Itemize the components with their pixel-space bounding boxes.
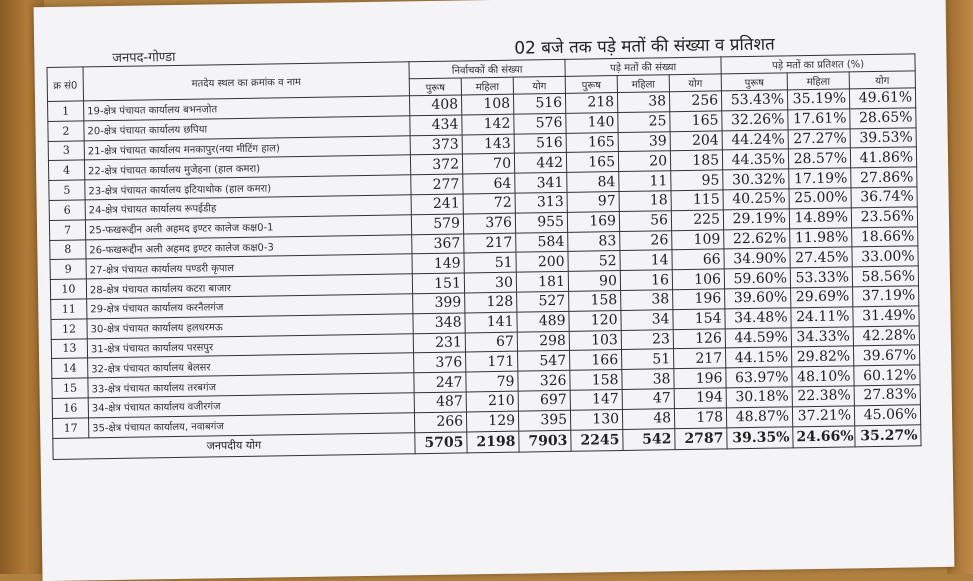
total-electors-female: 2198	[467, 431, 519, 453]
row-electors-female: 143	[462, 134, 514, 155]
col-votes-total: योग	[669, 74, 721, 92]
row-pct-female: 29.69%	[791, 287, 853, 308]
row-pct-male: 32.26%	[722, 110, 788, 131]
row-pct-total: 58.56%	[852, 266, 918, 287]
row-pct-total: 18.66%	[852, 226, 918, 247]
row-pct-male: 29.19%	[723, 209, 789, 230]
row-pct-total: 36.74%	[851, 187, 917, 208]
row-electors-male: 231	[413, 333, 465, 354]
row-serial: 12	[51, 319, 87, 339]
row-pct-female: 24.11%	[791, 307, 853, 328]
row-pct-total: 60.12%	[854, 365, 920, 386]
row-votes-female: 56	[619, 210, 671, 231]
row-votes-female: 47	[622, 389, 674, 410]
row-electors-male: 408	[409, 95, 461, 116]
row-electors-female: 64	[463, 173, 515, 194]
row-name: 21-क्षेत्र पंचायत कार्यालय मनकापुर(नया मीटिंग हाल)	[84, 135, 410, 160]
row-votes-male: 140	[566, 112, 618, 133]
row-name: 32-क्षेत्र पंचायत कार्यालय बेलसर	[88, 353, 414, 378]
row-electors-female: 72	[463, 193, 515, 214]
row-electors-female: 51	[464, 253, 516, 274]
row-electors-total: 181	[516, 272, 568, 293]
row-votes-total: 178	[674, 408, 726, 429]
row-votes-female: 34	[621, 309, 673, 330]
row-pct-male: 30.32%	[723, 169, 789, 190]
row-votes-total: 217	[674, 348, 726, 369]
row-electors-total: 955	[515, 212, 567, 233]
col-name: मतदेय स्थल का क्रमांक व नाम	[83, 62, 409, 101]
row-pct-male: 22.62%	[724, 228, 790, 249]
row-pct-total: 37.19%	[853, 286, 919, 307]
row-electors-total: 326	[518, 370, 570, 391]
row-pct-male: 30.18%	[726, 387, 792, 408]
row-name: 23-क्षेत्र पंचायत कार्यालय इटियाथोक (हाल कमरा)	[85, 175, 411, 200]
row-name: 28-क्षेत्र पंचायत कार्यालय कटरा बाजार	[86, 274, 412, 299]
row-votes-female: 16	[620, 270, 672, 291]
row-pct-female: 28.57%	[788, 148, 850, 169]
row-electors-female: 129	[466, 411, 518, 432]
total-votes-total: 2787	[675, 427, 727, 449]
row-votes-female: 51	[622, 349, 674, 370]
col-pct-total: योग	[849, 71, 915, 89]
district-label: जनपद-गोण्डा	[112, 49, 176, 66]
row-votes-female: 38	[621, 290, 673, 311]
row-votes-total: 256	[669, 91, 721, 112]
row-votes-total: 95	[671, 170, 723, 191]
row-votes-total: 225	[671, 210, 723, 231]
row-votes-male: 130	[570, 409, 622, 430]
row-pct-female: 14.89%	[789, 208, 851, 229]
row-votes-total: 194	[674, 388, 726, 409]
row-name: 34-क्षेत्र पंचायत कार्यालय वजीरगंज	[88, 393, 414, 418]
row-serial: 13	[51, 338, 87, 358]
total-pct-female: 24.66%	[793, 425, 855, 447]
row-votes-male: 147	[570, 389, 622, 410]
row-serial: 2	[48, 121, 84, 141]
row-pct-male: 34.48%	[725, 308, 791, 329]
row-serial: 5	[49, 180, 85, 200]
row-electors-male: 348	[413, 313, 465, 334]
row-electors-female: 70	[462, 154, 514, 175]
row-pct-total: 28.65%	[850, 108, 916, 129]
col-group-votes: पड़े मतों की संख्या	[565, 57, 721, 76]
row-electors-total: 298	[517, 331, 569, 352]
row-electors-male: 399	[413, 293, 465, 314]
row-votes-female: 25	[618, 112, 670, 133]
row-electors-female: 376	[463, 213, 515, 234]
row-serial: 7	[49, 220, 85, 240]
row-pct-female: 22.38%	[792, 386, 854, 407]
row-serial: 16	[52, 398, 88, 418]
row-votes-male: 158	[569, 290, 621, 311]
row-serial: 14	[52, 358, 88, 378]
row-electors-female: 79	[466, 371, 518, 392]
row-pct-male: 40.25%	[723, 189, 789, 210]
row-votes-male: 218	[565, 93, 617, 114]
row-name: 26-फखरूद्दीन अली अहमद इण्टर कालेज कक्ष0-3	[86, 234, 412, 259]
row-electors-female: 67	[465, 332, 517, 353]
row-votes-male: 158	[570, 370, 622, 391]
row-votes-total: 115	[671, 190, 723, 211]
row-pct-female: 29.82%	[792, 346, 854, 367]
row-name: 35-क्षेत्र पंचायत कार्यालय, नवाबगंज	[89, 413, 415, 438]
row-pct-female: 17.19%	[789, 168, 851, 189]
col-pct-female: महिला	[787, 72, 849, 90]
total-votes-male: 2245	[571, 429, 623, 451]
paper-sheet	[34, 0, 955, 581]
row-pct-total: 39.67%	[854, 345, 920, 366]
row-pct-female: 35.19%	[787, 89, 849, 110]
row-pct-total: 41.86%	[850, 147, 916, 168]
row-name: 29-क्षेत्र पंचायत कार्यालय करनैलगंज	[87, 294, 413, 319]
row-pct-male: 34.90%	[724, 248, 790, 269]
row-pct-total: 39.53%	[850, 127, 916, 148]
row-votes-total: 126	[673, 328, 725, 349]
row-pct-female: 25.00%	[789, 188, 851, 209]
row-pct-male: 44.24%	[722, 129, 788, 150]
row-electors-male: 372	[410, 154, 462, 175]
row-serial: 3	[48, 141, 84, 161]
row-pct-total: 45.06%	[854, 405, 920, 426]
total-electors-total: 7903	[519, 430, 571, 452]
row-electors-total: 584	[516, 232, 568, 253]
col-pct-male: पुरूष	[721, 73, 787, 91]
row-electors-male: 151	[412, 273, 464, 294]
row-votes-male: 83	[568, 231, 620, 252]
row-pct-female: 11.98%	[790, 227, 852, 248]
row-electors-total: 516	[513, 93, 565, 114]
row-votes-female: 38	[622, 369, 674, 390]
row-electors-male: 277	[411, 174, 463, 195]
row-serial: 6	[49, 200, 85, 220]
row-electors-female: 217	[464, 233, 516, 254]
total-label: जनपदीय योग	[53, 432, 415, 459]
row-votes-total: 196	[674, 368, 726, 389]
row-pct-male: 48.87%	[726, 407, 792, 428]
row-votes-female: 11	[619, 171, 671, 192]
row-electors-total: 313	[515, 192, 567, 213]
row-pct-total: 31.49%	[853, 306, 919, 327]
row-electors-male: 367	[412, 234, 464, 255]
row-votes-male: 166	[570, 350, 622, 371]
row-votes-female: 38	[617, 92, 669, 113]
row-votes-male: 97	[567, 192, 619, 213]
row-votes-female: 48	[622, 408, 674, 429]
row-electors-total: 527	[517, 291, 569, 312]
row-electors-total: 200	[516, 252, 568, 273]
total-pct-total: 35.27%	[855, 424, 921, 446]
row-votes-female: 14	[620, 250, 672, 271]
row-pct-male: 44.15%	[726, 347, 792, 368]
row-pct-female: 48.10%	[792, 366, 854, 387]
row-name: 27-क्षेत्र पंचायत कार्यालय पण्डरी कृपाल	[86, 254, 412, 279]
row-votes-total: 185	[670, 150, 722, 171]
row-electors-total: 547	[518, 351, 570, 372]
col-votes-male: पुरूष	[565, 76, 617, 94]
row-pct-male: 44.35%	[722, 149, 788, 170]
row-name: 25-फखरूद्दीन अली अहमद इण्टर कालेज कक्ष0-1	[85, 215, 411, 240]
row-votes-female: 39	[618, 131, 670, 152]
row-votes-total: 109	[672, 229, 724, 250]
row-pct-male: 63.97%	[726, 367, 792, 388]
row-votes-male: 169	[567, 211, 619, 232]
row-votes-total: 66	[672, 249, 724, 270]
row-name: 22-क्षेत्र पंचायत कार्यालय मुजेहना (हाल कमरा)	[84, 155, 410, 180]
row-serial: 8	[50, 239, 86, 259]
col-votes-female: महिला	[617, 75, 669, 93]
row-votes-total: 204	[670, 130, 722, 151]
row-serial: 9	[50, 259, 86, 279]
total-votes-female: 542	[623, 428, 675, 450]
row-name: 19-क्षेत्र पंचायत कार्यालय बभनजोत	[84, 96, 410, 121]
row-name: 24-क्षेत्र पंचायत कार्यालय रूपईडीह	[85, 195, 411, 220]
row-pct-male: 39.60%	[725, 288, 791, 309]
row-pct-female: 53.33%	[790, 267, 852, 288]
row-serial: 17	[53, 418, 89, 438]
row-electors-male: 434	[410, 115, 462, 136]
row-votes-total: 154	[673, 309, 725, 330]
row-electors-male: 241	[411, 194, 463, 215]
row-pct-total: 49.61%	[849, 88, 915, 109]
row-pct-total: 27.86%	[851, 167, 917, 188]
row-votes-female: 23	[621, 329, 673, 350]
row-electors-male: 487	[414, 392, 466, 413]
row-electors-total: 341	[515, 173, 567, 194]
row-votes-female: 20	[618, 151, 670, 172]
row-serial: 10	[50, 279, 86, 299]
row-electors-male: 579	[411, 214, 463, 235]
page-title: 02 बजे तक पड़े मतों की संख्या व प्रतिशत	[514, 34, 775, 59]
row-pct-total: 23.56%	[851, 207, 917, 228]
row-electors-female: 141	[465, 312, 517, 333]
row-pct-male: 44.59%	[725, 327, 791, 348]
row-serial: 4	[48, 160, 84, 180]
row-electors-male: 376	[414, 352, 466, 373]
row-serial: 11	[51, 299, 87, 319]
row-name: 20-क्षेत्र पंचायत कार्यालय छपिया	[84, 116, 410, 141]
row-pct-male: 53.43%	[721, 90, 787, 111]
col-electors-male: पुरूष	[409, 78, 461, 96]
row-pct-total: 27.83%	[854, 385, 920, 406]
row-serial: 15	[52, 378, 88, 398]
row-electors-female: 30	[464, 272, 516, 293]
row-votes-female: 18	[619, 191, 671, 212]
row-votes-total: 165	[670, 111, 722, 132]
row-votes-male: 103	[569, 330, 621, 351]
row-electors-male: 373	[410, 135, 462, 156]
row-electors-male: 266	[414, 412, 466, 433]
row-pct-total: 42.28%	[853, 325, 919, 346]
row-votes-total: 106	[672, 269, 724, 290]
row-electors-total: 697	[518, 390, 570, 411]
row-votes-female: 26	[620, 230, 672, 251]
row-votes-male: 90	[568, 271, 620, 292]
col-group-electors: निर्वाचकों की संख्या	[409, 59, 565, 78]
row-votes-male: 165	[566, 132, 618, 153]
row-electors-female: 108	[461, 94, 513, 115]
col-electors-female: महिला	[461, 77, 513, 95]
row-name: 31-क्षेत्र पंचायत कार्यालय परसपुर	[87, 333, 413, 358]
row-pct-female: 34.33%	[791, 326, 853, 347]
row-electors-male: 247	[414, 372, 466, 393]
row-pct-female: 37.21%	[792, 406, 854, 427]
row-name: 33-क्षेत्र पंचायत कार्यालय तरबगंज	[88, 373, 414, 398]
row-votes-male: 165	[566, 152, 618, 173]
total-pct-male: 39.35%	[727, 426, 793, 448]
total-electors-male: 5705	[415, 431, 467, 453]
row-electors-total: 489	[517, 311, 569, 332]
row-electors-total: 442	[514, 153, 566, 174]
row-pct-female: 27.45%	[790, 247, 852, 268]
row-electors-total: 576	[514, 113, 566, 134]
row-electors-total: 395	[518, 410, 570, 431]
polling-table	[46, 53, 921, 459]
row-electors-total: 516	[514, 133, 566, 154]
col-serial: क्र सं0	[47, 67, 84, 102]
row-pct-total: 33.00%	[852, 246, 918, 267]
row-electors-female: 210	[466, 391, 518, 412]
row-electors-female: 128	[465, 292, 517, 313]
row-pct-female: 17.61%	[788, 109, 850, 130]
col-electors-total: योग	[513, 76, 565, 94]
row-electors-female: 171	[466, 351, 518, 372]
row-votes-total: 196	[673, 289, 725, 310]
col-group-pct: पड़े मतों का प्रतिशत (%)	[721, 54, 915, 74]
row-serial: 1	[48, 101, 84, 121]
row-electors-male: 149	[412, 253, 464, 274]
row-votes-male: 120	[569, 310, 621, 331]
row-pct-female: 27.27%	[788, 128, 850, 149]
row-electors-female: 142	[462, 114, 514, 135]
row-pct-male: 59.60%	[724, 268, 790, 289]
row-votes-male: 84	[567, 172, 619, 193]
row-votes-male: 52	[568, 251, 620, 272]
row-name: 30-क्षेत्र पंचायत कार्यालय हलधरमऊ	[87, 314, 413, 339]
